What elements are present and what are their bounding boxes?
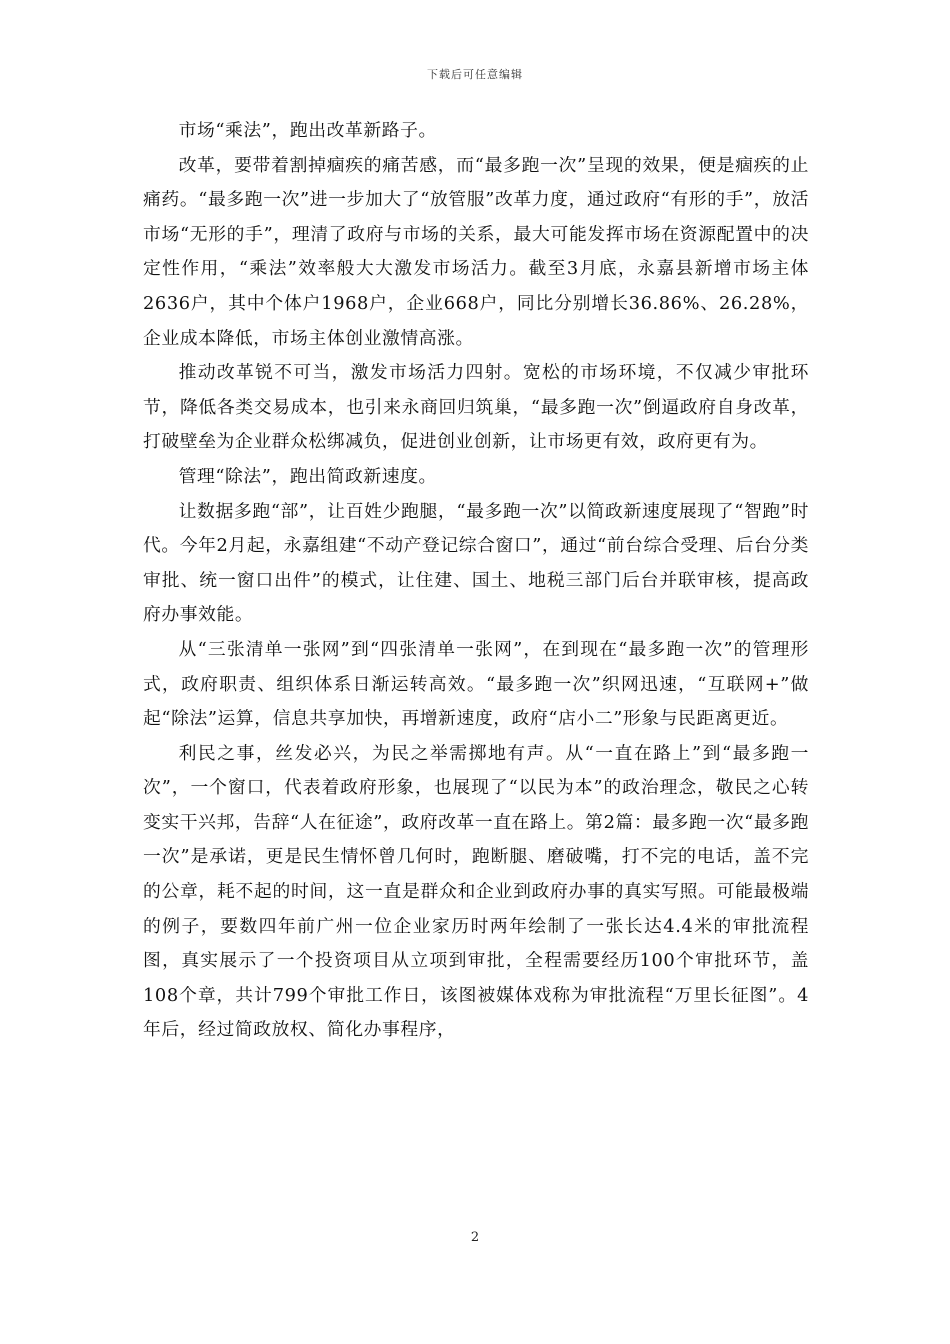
page-number: 2 bbox=[470, 1230, 480, 1245]
paragraph: 推动改革锐不可当，激发市场活力四射。宽松的市场环境，不仅减少审批环节，降低各类交易成本，也引来永商回归筑巢，“最多跑一次”倒逼政府自身改革，打破壁垒为企业群众松绑减负，促进创业创新，让市场更有效，政府更有为。 bbox=[143, 362, 809, 453]
paragraph: 市场“乘法”，跑出改革新路子。 bbox=[178, 120, 437, 141]
document-body bbox=[143, 114, 809, 1048]
paragraph: 改革，要带着割掉痼疾的痛苦感，而“最多跑一次”呈现的效果，便是痼疾的止痛药。“最多跑一次”进一步加大了“放管服”改革力度，通过政府“有形的手”，放活市场“无形的手”，理清了政府与市场的关系，最大可能发挥市场在资源配置中的决定性作用，“乘法”效率般大大激发市场活力。截至3月底，永嘉县新增市场主体2636户，其中个体户1968户，企业668户，同比分别增长36.86%、26.28%，企业成本降低，市场主体创业激情高涨。 bbox=[143, 154, 809, 349]
paragraph: 管理“除法”，跑出简政新速度。 bbox=[178, 465, 437, 487]
paragraph: 让数据多跑“部”，让百姓少跑腿，“最多跑一次”以简政新速度展现了“智跑”时代。今年2月起，永嘉组建“不动产登记综合窗口”，通过“前台综合受理、后台分类审批、统一窗口出件”的模式，让住建、国土、地税三部门后台并联审核，提高政府办事效能。 bbox=[143, 500, 809, 626]
page-header-note: 下载后可任意编辑 bbox=[427, 68, 523, 81]
paragraph: 利民之事，丝发必兴，为民之举需掷地有声。从“一直在路上”到“最多跑一次”，一个窗口，代表着政府形象，也展现了“以民为本”的政治理念，敬民之心转变实干兴邦，告辞“人在征途”，政府改革一直在路上。第2篇：最多跑一次“最多跑一次”是承诺，更是民生情怀曾几何时，跑断腿、磨破嘴，打不完的电话，盖不完的公章，耗不起的时间，这一直是群众和企业到政府办事的真实写照。可能最极端的例子，要数四年前广州一位企业家历时两年绘制了一张长达4.4米的审批流程图，真实展示了一个投资项目从立项到审批，全程需要经历100个审批环节，盖108个章，共计799个审批工作日，该图被媒体戏称为审批流程“万里长征图”。4年后，经过简政放权、简化办事程序， bbox=[143, 742, 809, 1041]
paragraph: 从“三张清单一张网”到“四张清单一张网”，在到现在“最多跑一次”的管理形式，政府职责、组织体系日渐运转高效。“最多跑一次”织网迅速，“互联网+”做起“除法”运算，信息共享加快，再增新速度，政府“店小二”形象与民距离更近。 bbox=[143, 638, 809, 730]
